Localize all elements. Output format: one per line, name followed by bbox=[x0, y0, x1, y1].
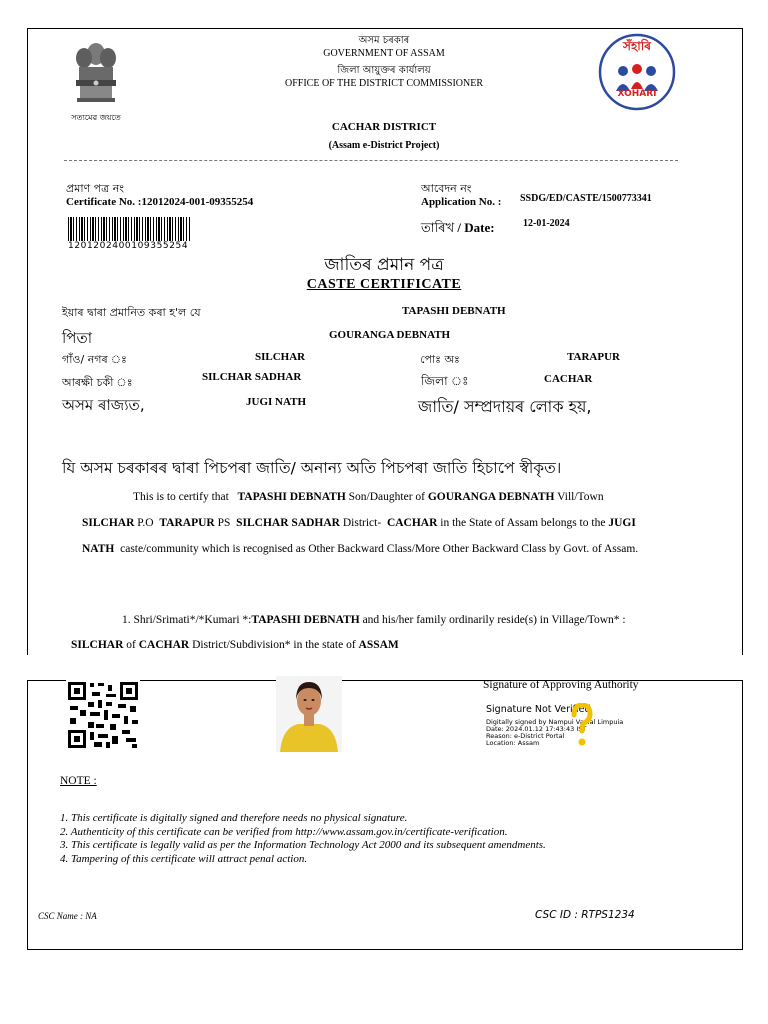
date-row bbox=[421, 219, 495, 240]
cert-no-label-en: Certificate No. : bbox=[66, 196, 142, 208]
barcode-number: 1201202400109355254 bbox=[68, 241, 189, 251]
xohari-logo-en: XOHARI bbox=[617, 89, 657, 99]
cert-no-label-as: প্ৰমাণ পত্ৰ নং bbox=[66, 182, 125, 195]
emblem-caption: সত্যমেৱ জয়তে bbox=[71, 113, 121, 122]
note-item: 2. Authenticity of this certificate can be verified from http://www.assam.gov.in/certificate-verification. bbox=[60, 825, 508, 838]
caste-label: জাতি/ সম্প্ৰদায়ৰ লোক হয়, bbox=[418, 397, 592, 416]
qr-code-icon bbox=[66, 680, 140, 750]
csc-id: CSC ID : RTPS1234 bbox=[535, 909, 635, 921]
residence-text: of bbox=[126, 639, 136, 651]
father-value: GOURANGA DEBNATH bbox=[329, 329, 451, 341]
certify-text: PS bbox=[217, 517, 231, 529]
certify-village: SILCHAR bbox=[82, 517, 135, 529]
name-value: TAPASHI DEBNATH bbox=[402, 305, 506, 317]
certify-father: GOURANGA DEBNATH bbox=[427, 491, 555, 503]
certify-text: District- bbox=[342, 517, 382, 529]
certify-line-3 bbox=[82, 543, 638, 555]
certify-text: in the State of Assam belongs to the bbox=[440, 517, 606, 529]
certify-ps: SILCHAR SADHAR bbox=[236, 517, 340, 529]
signature-label: Signature of Approving Authority bbox=[483, 679, 639, 691]
signature-detail-1: Digitally signed by Nampui Vanlal Limpuia bbox=[486, 718, 624, 726]
note-item: 4. Tampering of this certificate will attract penal action. bbox=[60, 852, 308, 865]
xohari-logo-icon bbox=[598, 33, 676, 111]
gov-title-as: অসম চৰকাৰ bbox=[358, 35, 410, 46]
village-label: গাঁও/ নগৰ ঃ bbox=[62, 353, 127, 366]
applicant-photo bbox=[276, 676, 342, 752]
title-en: CASTE CERTIFICATE bbox=[306, 277, 462, 292]
date-value: 12-01-2024 bbox=[523, 218, 570, 229]
note-heading: NOTE : bbox=[60, 775, 97, 787]
project-title: (Assam e-District Project) bbox=[328, 140, 440, 151]
residence-district: CACHAR bbox=[138, 639, 190, 651]
date-label-as: তাৰিখ bbox=[421, 221, 455, 236]
certified-label: ইয়াৰ দ্বাৰা প্ৰমানিত কৰা হ'ল যে bbox=[62, 306, 201, 319]
office-title-as: জিলা আয়ুক্তৰ কাৰ্যালয় bbox=[337, 65, 431, 76]
recognised-statement-as: যি অসম চৰকাৰৰ দ্বাৰা পিচপৰা জাতি/ অনান্য অতি পিচপৰা জাতি হিচাপে স্বীকৃত। bbox=[62, 459, 562, 477]
district-label: জিলা ঃ bbox=[421, 374, 469, 388]
ps-label: আৰক্ষী চকী ঃ bbox=[62, 376, 133, 389]
certify-district: CACHAR bbox=[386, 517, 438, 529]
father-label: পিতা bbox=[62, 329, 93, 347]
po-label: পোঃ অঃ bbox=[420, 353, 460, 366]
note-item: 3. This certificate is legally valid as per the Information Technology Act 2000 and its subsequent amendments. bbox=[60, 839, 546, 851]
certify-caste: NATH bbox=[82, 543, 115, 555]
state-label: অসম ৰাজ্যত, bbox=[62, 396, 145, 414]
certify-name: TAPASHI DEBNATH bbox=[237, 491, 346, 503]
app-no-label-en: Application No. : bbox=[421, 196, 502, 208]
ps-value: SILCHAR SADHAR bbox=[202, 371, 302, 383]
signature-detail-4: Location: Assam bbox=[486, 739, 540, 747]
certify-text: Vill/Town bbox=[557, 491, 604, 503]
date-label-en: / Date: bbox=[454, 220, 495, 235]
signature-detail-2: Date: 2024.01.12 17:43:43 IST bbox=[486, 725, 587, 733]
residence-text: and his/her family ordinarily reside(s) in Village/Town* : bbox=[362, 614, 626, 626]
note-item: 1. This certificate is digitally signed and therefore needs no physical signature. bbox=[60, 812, 408, 824]
header-divider bbox=[64, 160, 678, 161]
certify-text: Son/Daughter of bbox=[348, 491, 425, 503]
office-title-en: OFFICE OF THE DISTRICT COMMISSIONER bbox=[285, 78, 483, 89]
certify-line-1 bbox=[133, 491, 604, 503]
residence-village: SILCHAR bbox=[71, 639, 124, 651]
village-value: SILCHAR bbox=[255, 351, 306, 363]
residence-state: ASSAM bbox=[358, 639, 399, 651]
certify-line-2 bbox=[82, 517, 636, 529]
certify-po: TARAPUR bbox=[159, 517, 215, 529]
signature-detail-3: Reason: e-District Portal bbox=[486, 732, 565, 740]
csc-name: CSC Name : NA bbox=[38, 911, 97, 921]
caste-value: JUGI NATH bbox=[246, 396, 306, 408]
cert-no-row bbox=[66, 196, 253, 208]
cert-no-value: 12012024-001-09355254 bbox=[141, 196, 254, 208]
title-as: জাতিৰ প্ৰমান পত্ৰ bbox=[324, 255, 444, 275]
residence-text: District/Subdivision* in the state of bbox=[192, 639, 356, 651]
signature-unverified-icon bbox=[571, 703, 593, 749]
district-title: CACHAR DISTRICT bbox=[331, 121, 437, 133]
district-value: CACHAR bbox=[544, 373, 593, 385]
residence-text: 1. Shri/Srimati*/*Kumari *: bbox=[122, 614, 252, 626]
residence-line-2 bbox=[71, 639, 399, 651]
xohari-logo-as: সঁহাৰি bbox=[623, 39, 651, 53]
app-no-value: SSDG/ED/CASTE/1500773341 bbox=[520, 193, 652, 204]
signature-status: Signature Not Verified bbox=[486, 704, 591, 715]
certify-text: This is to certify that bbox=[133, 491, 229, 503]
certify-text: P.O bbox=[137, 517, 154, 529]
barcode bbox=[68, 217, 190, 241]
certify-text: caste/community which is recognised as Other Backward Class/More Other Backward Class by Govt. of Assam. bbox=[120, 543, 639, 555]
gov-title-en: GOVERNMENT OF ASSAM bbox=[323, 48, 445, 59]
app-no-label-as: আবেদন নং bbox=[421, 182, 472, 195]
residence-line-1 bbox=[122, 614, 626, 626]
residence-name: TAPASHI DEBNATH bbox=[251, 614, 360, 626]
po-value: TARAPUR bbox=[567, 351, 620, 363]
note-list bbox=[60, 812, 546, 866]
certify-caste: JUGI bbox=[608, 517, 636, 529]
